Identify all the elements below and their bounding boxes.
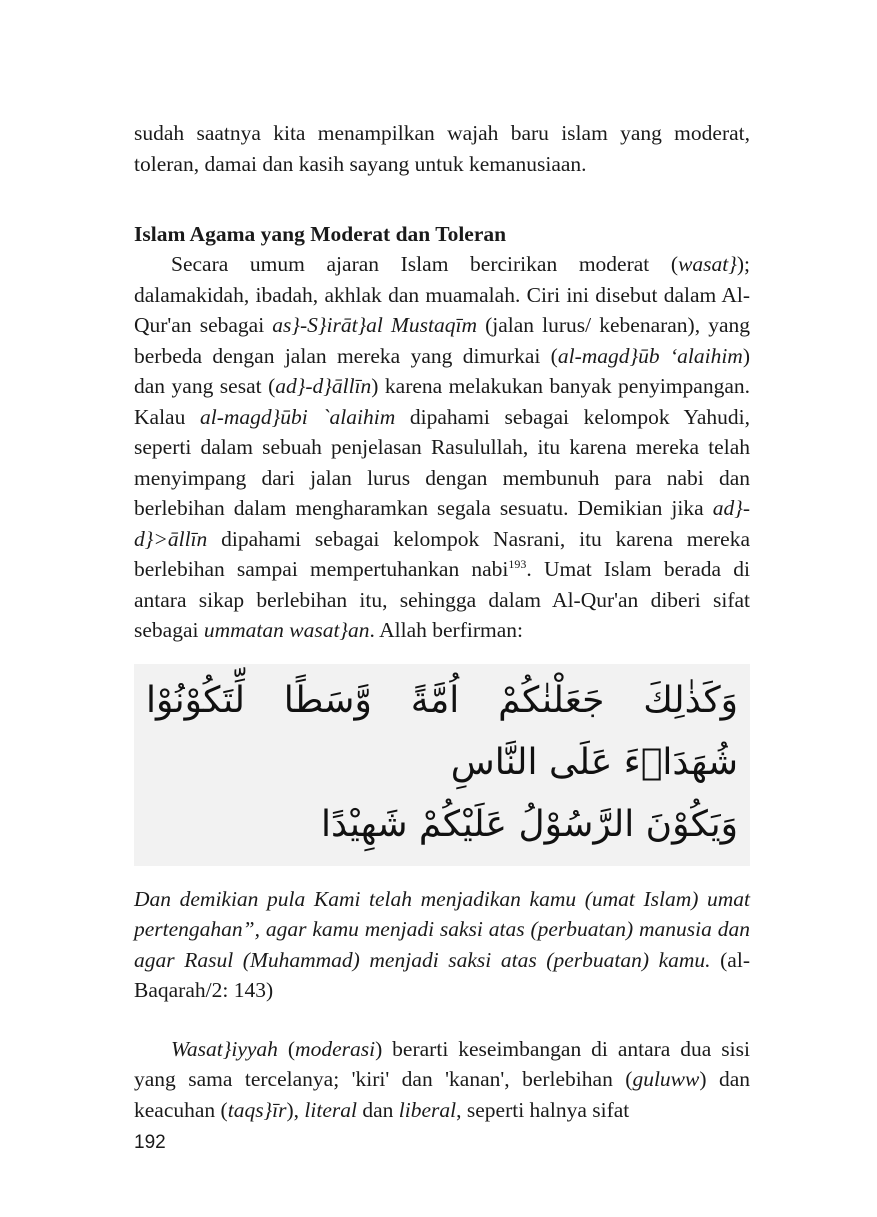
text-run: ) dan yang sesat (: [134, 343, 750, 398]
text-run: ) berarti keseimbangan di antara dua sisi yang sama tercelanya; 'kiri' dan 'kanan', berlebihan (: [134, 1036, 750, 1091]
italic-term: al-magd}ūb ‘alaihim: [557, 343, 743, 368]
verse-reference: (al-Baqarah/2: 143): [134, 947, 750, 1002]
italic-term: al-magd}ūbi `alaihim: [199, 404, 396, 429]
translation-text: Dan demikian pula Kami telah menjadikan kamu (umat Islam) umat pertengahan”, agar kamu menjadi saksi atas (perbuatan) manusia dan agar Rasul (Muhammad) menjadi saksi atas (perbuatan) kamu.: [134, 886, 750, 972]
text-run: Secara umum ajaran Islam bercirikan moderat (: [171, 252, 679, 276]
italic-term: ummatan wasat}an: [203, 618, 370, 642]
page-content: [134, 118, 750, 1125]
verse-translation: [134, 884, 750, 1006]
footnote-reference[interactable]: 193: [508, 556, 527, 571]
text-run: (: [277, 1036, 296, 1061]
text-run: dan: [356, 1097, 399, 1122]
text-run: , seperti halnya sifat: [456, 1097, 630, 1122]
quran-verse-line-2: وَيَكُوْنَ الرَّسُوْلُ عَلَيْكُمْ شَهِيْدًا: [320, 803, 738, 845]
italic-term: liberal: [398, 1097, 457, 1122]
italic-term: ad}-d}āllīn: [275, 374, 372, 398]
text-run: ); dalamakidah, ibadah, akhlak dan muamalah. Ciri ini disebut dalam Al-Qur'an sebagai: [134, 252, 750, 337]
italic-term: moderasi: [295, 1036, 376, 1061]
italic-term: Wasat}iyyah: [171, 1036, 278, 1061]
page-number: 192: [134, 1132, 166, 1153]
text-run: dipahami sebagai kelompok Nasrani, itu karena mereka berlebihan sampai mempertuhankan nabi: [134, 526, 750, 581]
italic-term: taqs}īr: [227, 1097, 287, 1122]
italic-term: wasat}: [678, 252, 737, 276]
body-paragraph-2: [134, 1034, 750, 1126]
italic-term: literal: [304, 1097, 357, 1122]
italic-term: as}-S}irāt}al Mustaqīm: [272, 313, 477, 337]
text-run: ) karena melakukan banyak penyimpangan. Kalau: [134, 374, 750, 429]
text-run: ),: [286, 1097, 305, 1122]
quran-verse-block: [134, 664, 750, 866]
text-run: dipahami sebagai kelompok Yahudi, seperti dalam sebuah penjelasan Rasulullah, itu karena mereka telah menyimpang dari jalan lurus dengan membunuh para nabi dan berlebihan dalam mengharamkan segala sesuatu. Demikian jika: [134, 404, 750, 520]
intro-paragraph: sudah saatnya kita menampilkan wajah baru islam yang moderat, toleran, damai dan kasih sayang untuk kemanusiaan.: [134, 121, 750, 176]
text-run: . Umat Islam berada di antara sikap berlebihan itu, sehingga dalam Al-Qur'an diberi sifat sebagai: [134, 557, 750, 642]
text-run: (jalan lurus/ kebenaran), yang berbeda dengan jalan mereka yang dimurkai (: [134, 313, 750, 368]
text-run: . Allah berfirman:: [369, 618, 523, 642]
italic-term: guluww: [632, 1067, 700, 1091]
quran-verse-line-1: وَكَذٰلِكَ جَعَلْنٰكُمْ اُمَّةً وَّسَطًا لِّتَكُوْنُوْا شُهَدَاۤءَ عَلَى النَّاسِ: [146, 679, 738, 783]
text-run: ) dan keacuhan (: [134, 1067, 750, 1122]
section-heading: Islam Agama yang Moderat dan Toleran: [134, 222, 507, 246]
body-paragraph-1: [134, 249, 750, 646]
italic-term: ad}-d}>āllīn: [134, 496, 750, 551]
